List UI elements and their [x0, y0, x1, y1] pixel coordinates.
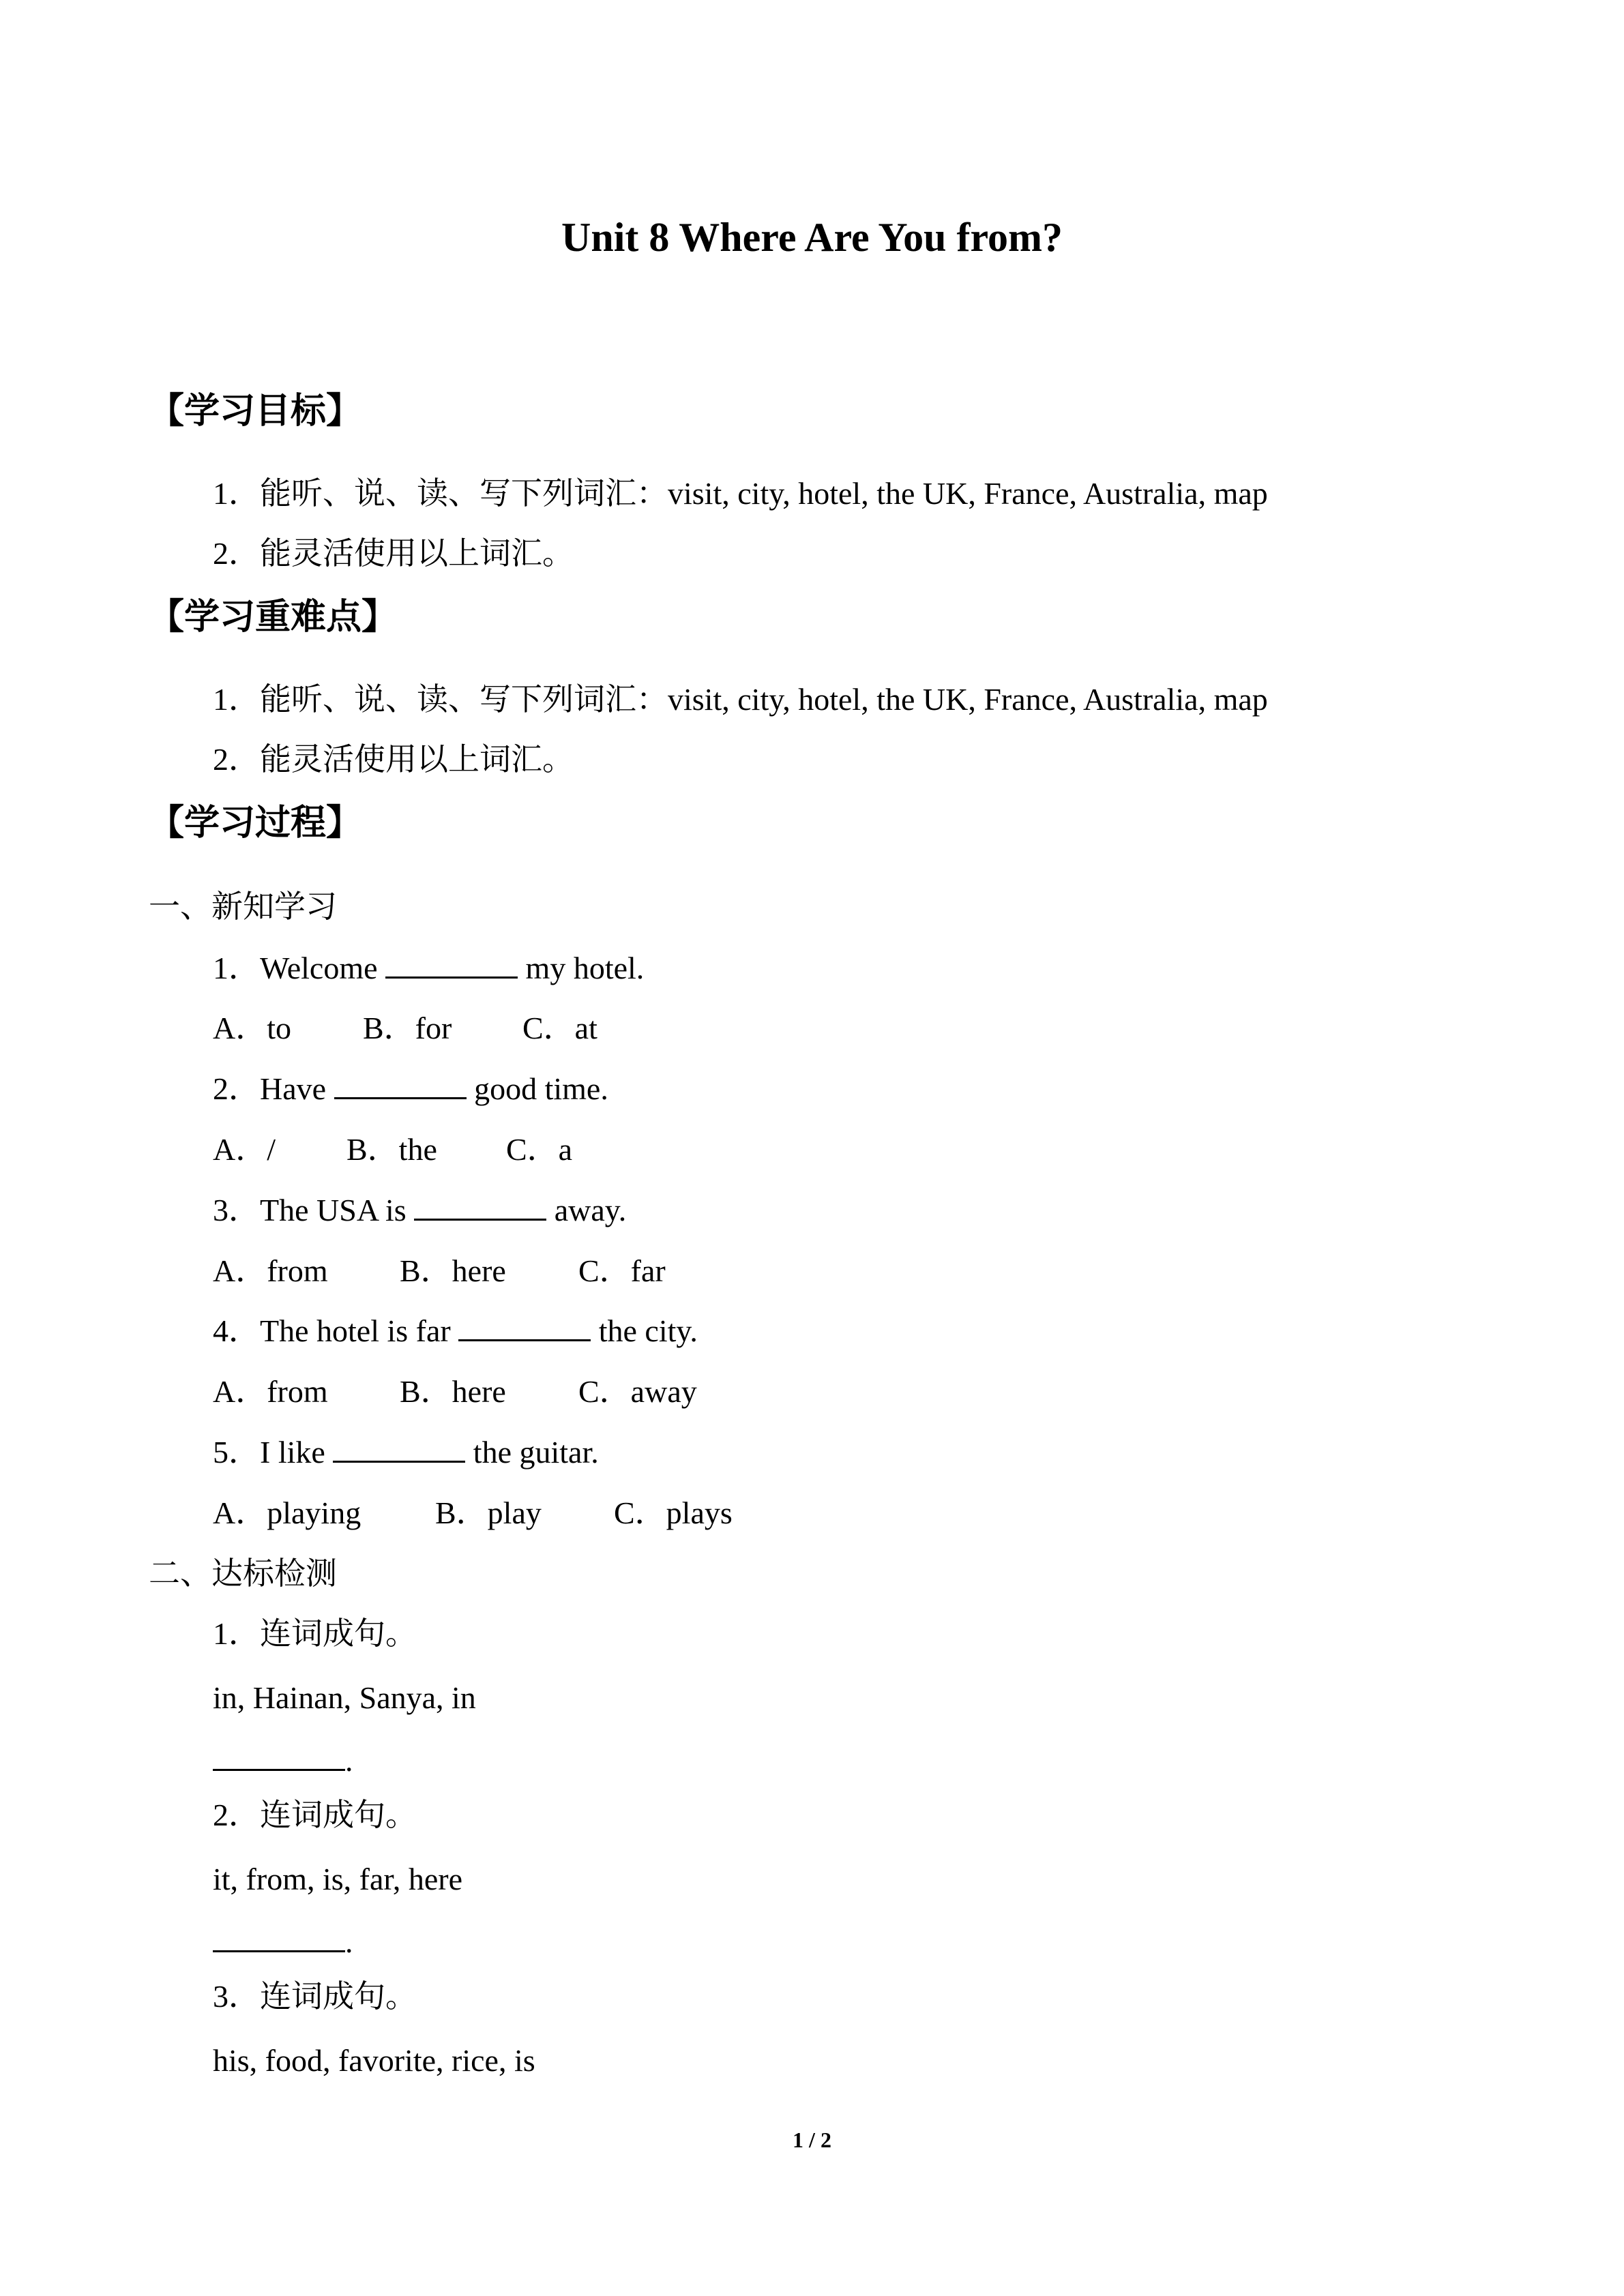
option-b: B．the [346, 1132, 437, 1167]
option-c: C．far [578, 1253, 666, 1288]
page-number: 1 / 2 [793, 2128, 831, 2152]
question-1: 1．Welcome my hotel. [213, 951, 645, 985]
part2-label: 二、达标检测 [149, 1556, 337, 1591]
exercise-2-prompt: 2．连词成句。 [213, 1798, 417, 1832]
key-points-heading: 【学习重难点】 [149, 597, 398, 638]
option-b: B．for [363, 1011, 452, 1045]
option-b: B．here [400, 1253, 506, 1288]
option-a: A．from [213, 1253, 328, 1288]
answer-blank [333, 1433, 465, 1463]
option-a: A．/ [213, 1132, 276, 1167]
option-b: B．here [400, 1374, 506, 1409]
option-a: A．playing [213, 1495, 361, 1530]
exercise-1-prompt: 1．连词成句。 [213, 1616, 417, 1651]
option-b: B．play [435, 1495, 542, 1530]
answer-blank [385, 949, 518, 979]
exercise-2-answer-line: . [213, 1922, 353, 1963]
answer-blank [414, 1191, 546, 1221]
question-5: 5．I like the guitar. [213, 1435, 599, 1470]
question-3-options [213, 1251, 666, 1292]
question-2-options [213, 1129, 572, 1170]
answer-blank [458, 1312, 591, 1341]
exercise-1-words: in, Hainan, Sanya, in [213, 1680, 476, 1715]
question-1-options [213, 1008, 597, 1049]
question-5-options [213, 1493, 733, 1534]
exercise-3-prompt: 3．连词成句。 [213, 1979, 417, 2014]
question-2: 2．Have good time. [213, 1071, 608, 1106]
question-4-options [213, 1371, 697, 1412]
part1-label: 一、新知学习 [149, 889, 337, 924]
question-4: 4．The hotel is far the city. [213, 1313, 698, 1348]
exercise-3-words: his, food, favorite, rice, is [213, 2043, 535, 2078]
option-c: C．a [506, 1132, 573, 1167]
option-a: A．to [213, 1011, 291, 1045]
answer-blank [213, 1742, 345, 1771]
option-c: C．away [578, 1374, 697, 1409]
answer-blank [334, 1070, 467, 1099]
option-c: C．at [522, 1011, 597, 1045]
exercise-2-words: it, from, is, far, here [213, 1862, 463, 1896]
page-title: Unit 8 Where Are You from? [561, 215, 1063, 260]
question-3: 3．The USA is away. [213, 1193, 627, 1227]
option-c: C．plays [614, 1495, 733, 1530]
key-points-item-1: 1．能听、说、读、写下列词汇：visit, city, hotel, the UK, France, Australia, map [213, 682, 1268, 717]
exercise-1-answer-line: . [213, 1740, 353, 1781]
option-a: A．from [213, 1374, 328, 1409]
key-points-item-2: 2．能灵活使用以上词汇。 [213, 742, 574, 777]
objectives-heading: 【学习目标】 [149, 391, 362, 432]
objectives-item-2: 2．能灵活使用以上词汇。 [213, 536, 574, 571]
process-heading: 【学习过程】 [149, 803, 362, 844]
objectives-item-1: 1．能听、说、读、写下列词汇：visit, city, hotel, the UK, France, Australia, map [213, 476, 1268, 511]
answer-blank [213, 1923, 345, 1952]
